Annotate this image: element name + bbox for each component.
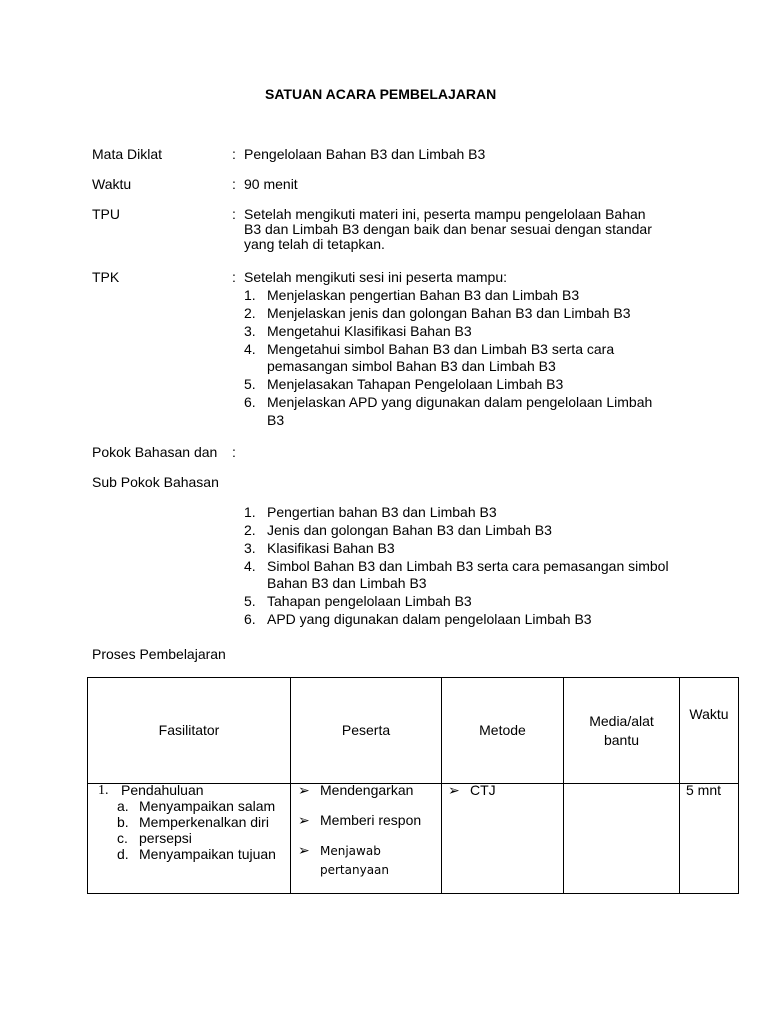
tpu-line: Setelah mengikuti materi ini, peserta mampu pengelolaan Bahan xyxy=(244,206,646,222)
pokok-item-number: 2. xyxy=(244,522,256,538)
mata-diklat-value: Pengelolaan Bahan B3 dan Limbah B3 xyxy=(244,146,486,162)
tpk-item-number: 1. xyxy=(244,287,256,303)
tpk-label: TPK xyxy=(92,269,120,285)
metode-value: CTJ xyxy=(470,782,496,798)
cell-media xyxy=(564,784,680,894)
header-waktu: Waktu xyxy=(680,678,739,784)
tpk-item-text: Menjelasakan Tahapan Pengelolaan Limbah B3 xyxy=(267,376,564,392)
pokok-item-number: 4. xyxy=(244,558,256,574)
pokok-item-text: Tahapan pengelolaan Limbah B3 xyxy=(267,593,472,609)
tpu-line: yang telah di tetapkan. xyxy=(244,236,385,252)
tpu-label: TPU xyxy=(92,206,120,222)
pokok-item-text: Jenis dan golongan Bahan B3 dan Limbah B3 xyxy=(267,522,552,538)
waktu-value: 90 menit xyxy=(244,176,298,192)
pokok-item-text: Pengertian bahan B3 dan Limbah B3 xyxy=(267,504,497,520)
tpk-item-number: 6. xyxy=(244,394,256,410)
tpk-item-number: 2. xyxy=(244,305,256,321)
tpk-item-number: 5. xyxy=(244,376,256,392)
header-media xyxy=(564,678,680,784)
fasilitator-item-letter: a. xyxy=(117,798,129,814)
pokok-item-number: 1. xyxy=(244,504,256,520)
fasilitator-item-text: Menyampaikan salam xyxy=(139,798,276,814)
tpk-item-number: 4. xyxy=(244,341,256,357)
cell-waktu xyxy=(680,784,739,894)
fasilitator-item-text: Menyampaikan tujuan xyxy=(139,846,276,862)
fasilitator-item-text: Memperkenalkan diri xyxy=(139,814,269,830)
colon: : xyxy=(232,269,236,285)
fasilitator-item-text: persepsi xyxy=(139,830,192,846)
pokok-item-text: APD yang digunakan dalam pengelolaan Limbah B3 xyxy=(267,611,592,627)
tpu-line: B3 dan Limbah B3 dengan baik dan benar sesuai dengan standar xyxy=(244,221,652,237)
header-metode: Metode xyxy=(442,678,564,784)
tpk-item-number: 3. xyxy=(244,323,256,339)
sub-pokok-bahasan-label: Sub Pokok Bahasan xyxy=(92,474,219,490)
fasilitator-item-letter: b. xyxy=(117,814,129,830)
arrow-bullet-icon: ➢ xyxy=(448,782,460,798)
tpk-item-text: pemasangan simbol Bahan B3 dan Limbah B3 xyxy=(267,358,556,374)
fasilitator-item-letter: c. xyxy=(117,830,128,846)
arrow-bullet-icon: ➢ xyxy=(298,842,310,858)
colon: : xyxy=(232,146,236,162)
pokok-item-text: Klasifikasi Bahan B3 xyxy=(267,540,395,556)
fasilitator-item-letter: d. xyxy=(117,846,129,862)
colon: : xyxy=(232,444,236,460)
document-title: SATUAN ACARA PEMBELAJARAN xyxy=(265,86,497,102)
fasilitator-number: 1. xyxy=(98,783,109,798)
colon: : xyxy=(232,176,236,192)
tpk-item-text: Mengetahui simbol Bahan B3 dan Limbah B3 serta cara xyxy=(267,341,615,357)
arrow-bullet-icon: ➢ xyxy=(298,782,310,798)
table-header-row xyxy=(88,678,739,784)
tpk-item-text: B3 xyxy=(267,412,285,428)
colon: : xyxy=(232,206,236,222)
peserta-item: pertanyaan xyxy=(320,863,390,877)
mata-diklat-label: Mata Diklat xyxy=(92,146,163,162)
proses-table xyxy=(87,677,739,894)
tpk-intro: Setelah mengikuti sesi ini peserta mampu: xyxy=(244,269,508,285)
cell-peserta xyxy=(291,784,442,894)
peserta-item: Menjawab xyxy=(320,844,381,858)
tpk-item-text: Menjelaskan APD yang digunakan dalam pengelolaan Limbah xyxy=(267,394,653,410)
cell-fasilitator xyxy=(88,784,291,894)
peserta-item: Mendengarkan xyxy=(320,782,414,798)
fasilitator-title: Pendahuluan xyxy=(121,782,204,798)
pokok-item-text: Bahan B3 dan Limbah B3 xyxy=(267,575,427,591)
pokok-item-number: 6. xyxy=(244,611,256,627)
header-media-line: bantu xyxy=(603,731,640,748)
header-peserta: Peserta xyxy=(291,678,442,784)
pokok-item-text: Simbol Bahan B3 dan Limbah B3 serta cara pemasangan simbol xyxy=(267,558,669,574)
proses-pembelajaran-label: Proses Pembelajaran xyxy=(92,646,226,662)
header-fasilitator: Fasilitator xyxy=(88,678,291,784)
arrow-bullet-icon: ➢ xyxy=(298,812,310,828)
pokok-item-number: 5. xyxy=(244,593,256,609)
header-media-line: Media/alat xyxy=(589,712,654,729)
peserta-item: Memberi respon xyxy=(320,812,422,828)
pokok-bahasan-label: Pokok Bahasan dan xyxy=(92,444,218,460)
tpk-item-text: Mengetahui Klasifikasi Bahan B3 xyxy=(267,323,472,339)
tpk-item-text: Menjelaskan pengertian Bahan B3 dan Limbah B3 xyxy=(267,287,580,303)
cell-metode xyxy=(442,784,564,894)
tpk-item-text: Menjelaskan jenis dan golongan Bahan B3 dan Limbah B3 xyxy=(267,305,631,321)
pokok-item-number: 3. xyxy=(244,540,256,556)
table-row xyxy=(88,784,739,894)
waktu-value: 5 mnt xyxy=(686,782,722,798)
waktu-label: Waktu xyxy=(92,176,132,192)
